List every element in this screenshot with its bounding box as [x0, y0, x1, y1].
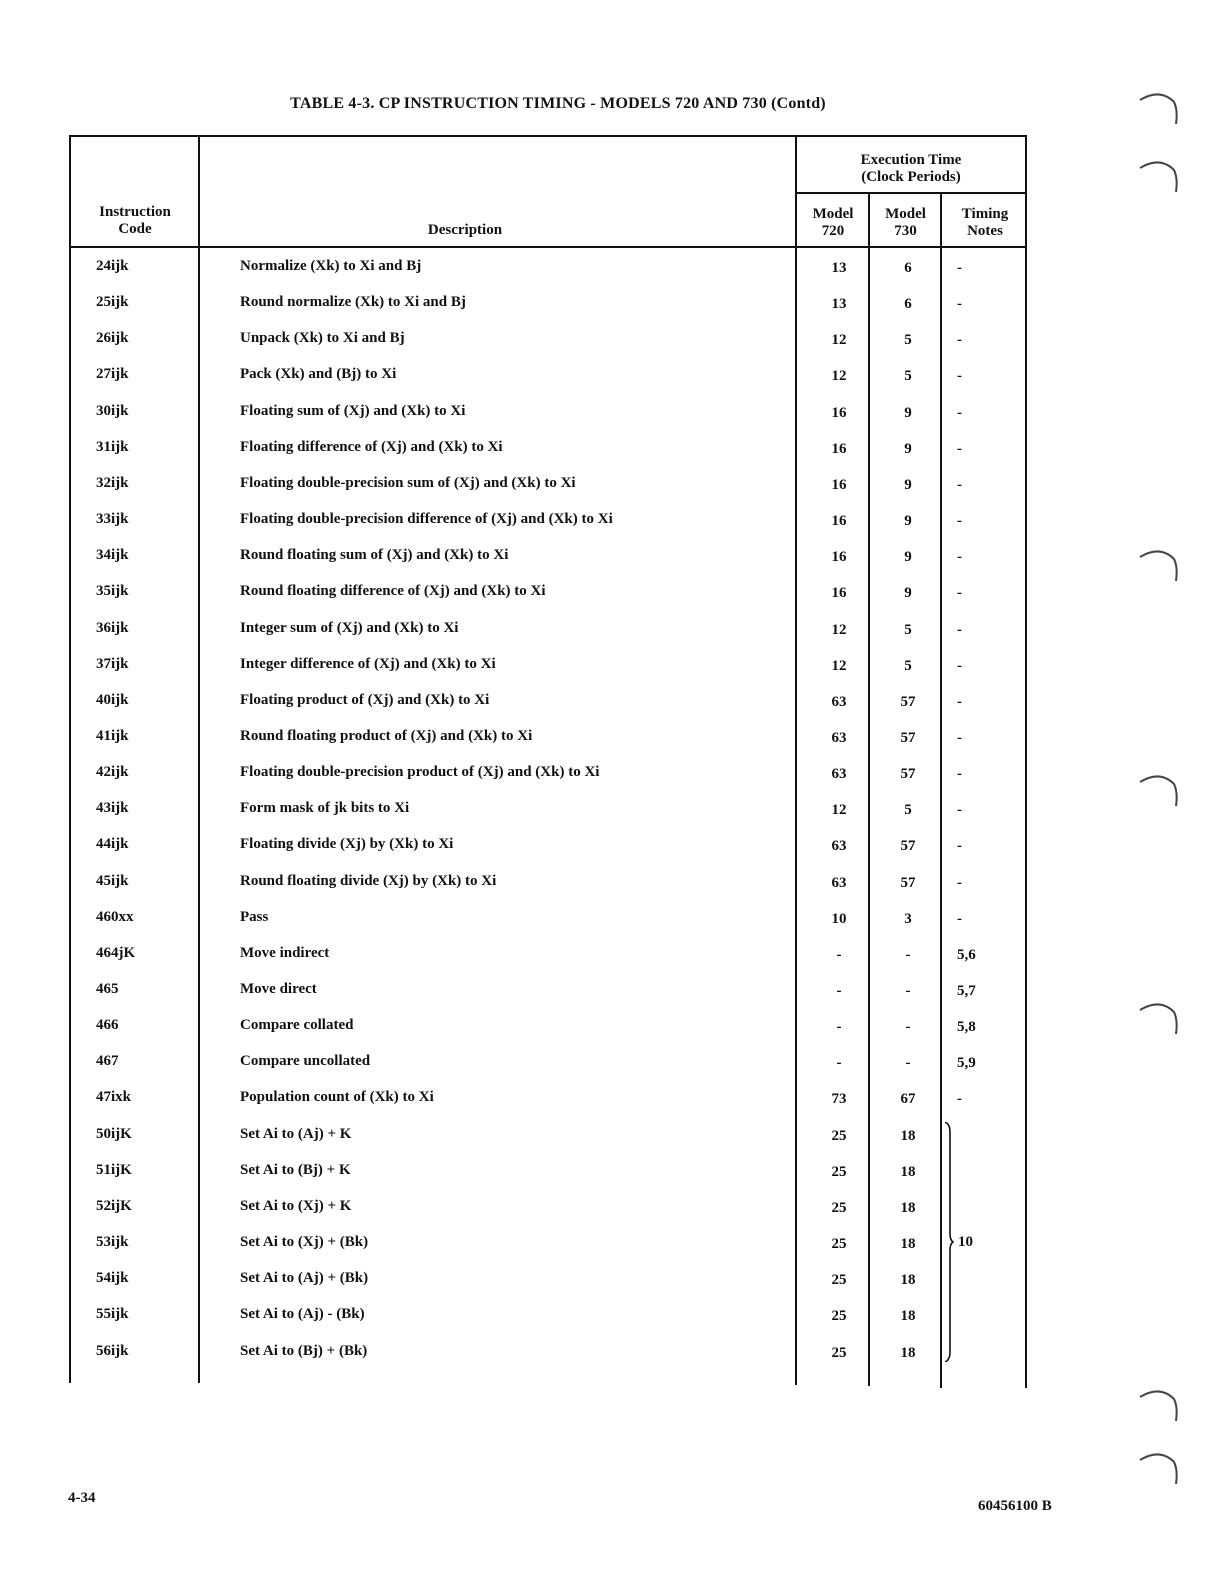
- model-730-time: 57: [900, 766, 916, 783]
- timing-notes: 5,8: [957, 1019, 976, 1036]
- timing-notes: -: [957, 368, 962, 385]
- instruction-code: 464jK: [96, 944, 136, 961]
- instruction-code: 56ijk: [96, 1342, 129, 1359]
- timing-notes: -: [957, 802, 962, 819]
- instruction-code: 25ijk: [96, 294, 129, 311]
- model-730-time: 67: [900, 1091, 916, 1108]
- model-730-time: 57: [900, 693, 916, 710]
- header-execution-time: [797, 152, 1025, 186]
- model-720-time: 25: [831, 1272, 847, 1289]
- instruction-code: 52ijK: [96, 1197, 132, 1214]
- instruction-code: 466: [96, 1017, 119, 1034]
- instruction-code: 33ijk: [96, 511, 129, 528]
- instruction-code: 35ijk: [96, 583, 129, 600]
- instruction-code: 47ixk: [96, 1089, 132, 1106]
- timing-notes: -: [957, 766, 962, 783]
- header-timing-notes: [942, 206, 1028, 240]
- instruction-code: 465: [96, 981, 119, 997]
- description: Set Ai to (Aj) + K: [240, 1125, 352, 1142]
- model-730-time: 3: [904, 910, 912, 927]
- model-730-time: 18: [900, 1308, 916, 1325]
- timing-notes: -: [957, 332, 962, 349]
- model-720-time: 16: [831, 585, 847, 602]
- header-line: 720: [821, 223, 845, 239]
- timing-notes: -: [957, 404, 962, 421]
- model-730-time: 18: [900, 1127, 916, 1144]
- model-720-time: 25: [831, 1308, 847, 1325]
- model-730-time: -: [905, 1019, 911, 1036]
- instruction-code: 43ijk: [96, 800, 129, 817]
- header-model-720: [797, 206, 869, 240]
- description: Floating sum of (Xj) and (Xk) to Xi: [240, 402, 466, 419]
- binder-mark-icon: [1138, 770, 1180, 810]
- model-720-time: 63: [831, 838, 847, 855]
- model-730-time: -: [905, 1055, 911, 1072]
- description: Floating double-precision product of (Xj) and (Xk) to Xi: [240, 764, 600, 781]
- model-720-time: -: [836, 946, 842, 963]
- model-720-time: 25: [831, 1127, 847, 1144]
- description: Normalize (Xk) to Xi and Bj: [240, 258, 422, 274]
- binder-mark-icon: [1138, 1448, 1180, 1488]
- header-line: Execution Time: [860, 152, 962, 168]
- model-720-time: 16: [831, 440, 847, 457]
- header-line: 730: [894, 223, 917, 239]
- model-730-time: 5: [904, 621, 912, 638]
- instruction-code: 50ijK: [96, 1125, 132, 1142]
- model-720-time: 13: [831, 296, 847, 313]
- table-title: TABLE 4-3. CP INSTRUCTION TIMING - MODELS 720 AND 730 (Contd): [290, 95, 826, 112]
- instruction-code: 31ijk: [96, 438, 129, 455]
- header-line: Instruction: [99, 204, 171, 220]
- timing-notes: -: [957, 729, 962, 746]
- binder-mark-icon: [1138, 156, 1180, 196]
- model-720-time: 16: [831, 404, 847, 421]
- description: Floating double-precision sum of (Xj) and (Xk) to Xi: [240, 474, 576, 491]
- header-line: Model: [812, 206, 854, 222]
- model-730-time: 9: [904, 476, 912, 493]
- model-730-time: 57: [900, 874, 916, 891]
- model-730-time: 5: [904, 802, 912, 819]
- description: Unpack (Xk) to Xi and Bj: [240, 330, 405, 347]
- model-730-time: 9: [904, 585, 912, 602]
- timing-notes: -: [957, 910, 962, 927]
- timing-notes: -: [957, 440, 962, 457]
- model-720-time: 63: [831, 766, 847, 783]
- description: Round floating difference of (Xj) and (Xk) to Xi: [240, 583, 546, 600]
- instruction-code: 26ijk: [96, 330, 129, 347]
- description: Population count of (Xk) to Xi: [240, 1089, 434, 1106]
- instruction-code: 34ijk: [96, 547, 129, 564]
- description: Round floating divide (Xj) by (Xk) to Xi: [240, 872, 497, 889]
- description: Set Ai to (Xj) + (Bk): [240, 1234, 369, 1251]
- model-730-time: 9: [904, 440, 912, 457]
- instruction-code: 24ijk: [96, 258, 129, 274]
- model-720-time: 13: [831, 260, 847, 276]
- model-720-time: 12: [831, 368, 847, 385]
- timing-notes: 5,9: [957, 1055, 976, 1072]
- description: Floating product of (Xj) and (Xk) to Xi: [240, 691, 490, 708]
- timing-notes: -: [957, 1091, 962, 1108]
- page-number: 4-34: [68, 1490, 96, 1506]
- description: Set Ai to (Aj) + (Bk): [240, 1270, 369, 1287]
- timing-notes: -: [957, 657, 962, 674]
- header-line: Notes: [967, 223, 1003, 239]
- model-730-time: 9: [904, 549, 912, 566]
- instruction-code: 460xx: [96, 908, 134, 925]
- description: Round normalize (Xk) to Xi and Bj: [240, 294, 466, 311]
- model-720-time: 63: [831, 693, 847, 710]
- instruction-code: 54ijk: [96, 1270, 129, 1287]
- description: Round floating product of (Xj) and (Xk) to Xi: [240, 727, 533, 744]
- instruction-code: 30ijk: [96, 402, 129, 419]
- binder-mark-icon: [1138, 88, 1180, 128]
- description: Set Ai to (Xj) + K: [240, 1197, 352, 1214]
- header-line: Model: [885, 206, 926, 222]
- model-730-time: 5: [904, 332, 912, 349]
- timing-notes: -: [957, 513, 962, 530]
- model-720-time: 12: [831, 802, 847, 819]
- header-instruction-code: [72, 204, 198, 238]
- description: Set Ai to (Aj) - (Bk): [240, 1306, 365, 1323]
- model-720-time: 16: [831, 476, 847, 493]
- binder-mark-icon: [1138, 545, 1180, 585]
- description: Compare uncollated: [240, 1053, 371, 1070]
- description: Set Ai to (Bj) + K: [240, 1161, 351, 1178]
- model-720-time: -: [836, 1019, 842, 1036]
- header-line: Code: [118, 221, 152, 237]
- description: Move direct: [240, 981, 317, 997]
- instruction-code: 37ijk: [96, 655, 129, 672]
- header-description: Description: [427, 222, 503, 238]
- instruction-code: 40ijk: [96, 691, 129, 708]
- model-730-time: 18: [900, 1199, 916, 1216]
- timing-notes: -: [957, 838, 962, 855]
- model-730-time: 5: [904, 368, 912, 385]
- model-720-time: 16: [831, 513, 847, 530]
- brace-icon: [944, 1122, 954, 1362]
- model-730-time: 57: [900, 838, 916, 855]
- model-720-time: 12: [831, 332, 847, 349]
- instruction-code: 55ijk: [96, 1306, 129, 1323]
- model-730-time: -: [905, 946, 911, 963]
- instruction-code: 41ijk: [96, 727, 129, 744]
- instruction-code: 45ijk: [96, 872, 129, 889]
- model-730-time: 57: [900, 729, 916, 746]
- model-720-time: 73: [831, 1091, 847, 1108]
- timing-notes: 5,6: [957, 946, 976, 963]
- header-line: Timing: [961, 206, 1009, 222]
- timing-notes: 5,7: [957, 983, 976, 999]
- description: Floating difference of (Xj) and (Xk) to Xi: [240, 438, 503, 455]
- description: Integer difference of (Xj) and (Xk) to Xi: [240, 655, 496, 672]
- description: Move indirect: [240, 944, 330, 961]
- instruction-code: 42ijk: [96, 764, 129, 781]
- model-730-time: -: [905, 983, 911, 999]
- model-730-time: 18: [900, 1163, 916, 1180]
- timing-notes: -: [957, 476, 962, 493]
- document-number: 60456100 B: [978, 1498, 1052, 1514]
- timing-notes: -: [957, 296, 962, 313]
- description: Integer sum of (Xj) and (Xk) to Xi: [240, 619, 459, 636]
- instruction-code: 467: [96, 1053, 119, 1070]
- model-720-time: 63: [831, 874, 847, 891]
- timing-notes: -: [957, 621, 962, 638]
- description: Set Ai to (Bj) + (Bk): [240, 1342, 368, 1359]
- instruction-code: 32ijk: [96, 474, 129, 491]
- model-720-time: -: [836, 983, 842, 999]
- model-720-time: 16: [831, 549, 847, 566]
- instruction-code: 51ijK: [96, 1161, 132, 1178]
- model-730-time: 9: [904, 513, 912, 530]
- description: Form mask of jk bits to Xi: [240, 800, 410, 817]
- model-720-time: -: [836, 1055, 842, 1072]
- model-730-time: 5: [904, 657, 912, 674]
- model-720-time: 25: [831, 1236, 847, 1253]
- model-730-time: 9: [904, 404, 912, 421]
- header-line: (Clock Periods): [861, 169, 961, 185]
- grouped-timing-note: 10: [958, 1234, 973, 1250]
- model-730-time: 18: [900, 1272, 916, 1289]
- timing-notes: -: [957, 260, 962, 276]
- binder-mark-icon: [1138, 1385, 1180, 1425]
- header-model-730: [870, 206, 941, 240]
- description: Round floating sum of (Xj) and (Xk) to Xi: [240, 547, 509, 564]
- timing-notes: -: [957, 874, 962, 891]
- model-730-time: 18: [900, 1344, 916, 1361]
- model-720-time: 12: [831, 621, 847, 638]
- model-720-time: 25: [831, 1344, 847, 1361]
- model-720-time: 12: [831, 657, 847, 674]
- instruction-code: 27ijk: [96, 366, 129, 383]
- timing-notes: -: [957, 693, 962, 710]
- instruction-code: 36ijk: [96, 619, 129, 636]
- instruction-code: 44ijk: [96, 836, 129, 853]
- model-720-time: 10: [831, 910, 847, 927]
- model-730-time: 6: [904, 260, 912, 276]
- model-730-time: 18: [900, 1236, 916, 1253]
- timing-notes: -: [957, 549, 962, 566]
- timing-notes: -: [957, 585, 962, 602]
- description: Pack (Xk) and (Bj) to Xi: [240, 366, 397, 383]
- model-720-time: 63: [831, 729, 847, 746]
- description: Floating divide (Xj) by (Xk) to Xi: [240, 836, 454, 853]
- model-730-time: 6: [904, 296, 912, 313]
- model-720-time: 25: [831, 1199, 847, 1216]
- instruction-code: 53ijk: [96, 1234, 129, 1251]
- description: Floating double-precision difference of (Xj) and (Xk) to Xi: [240, 511, 613, 528]
- description: Compare collated: [240, 1017, 354, 1034]
- description: Pass: [240, 908, 269, 925]
- binder-mark-icon: [1138, 998, 1180, 1038]
- model-720-time: 25: [831, 1163, 847, 1180]
